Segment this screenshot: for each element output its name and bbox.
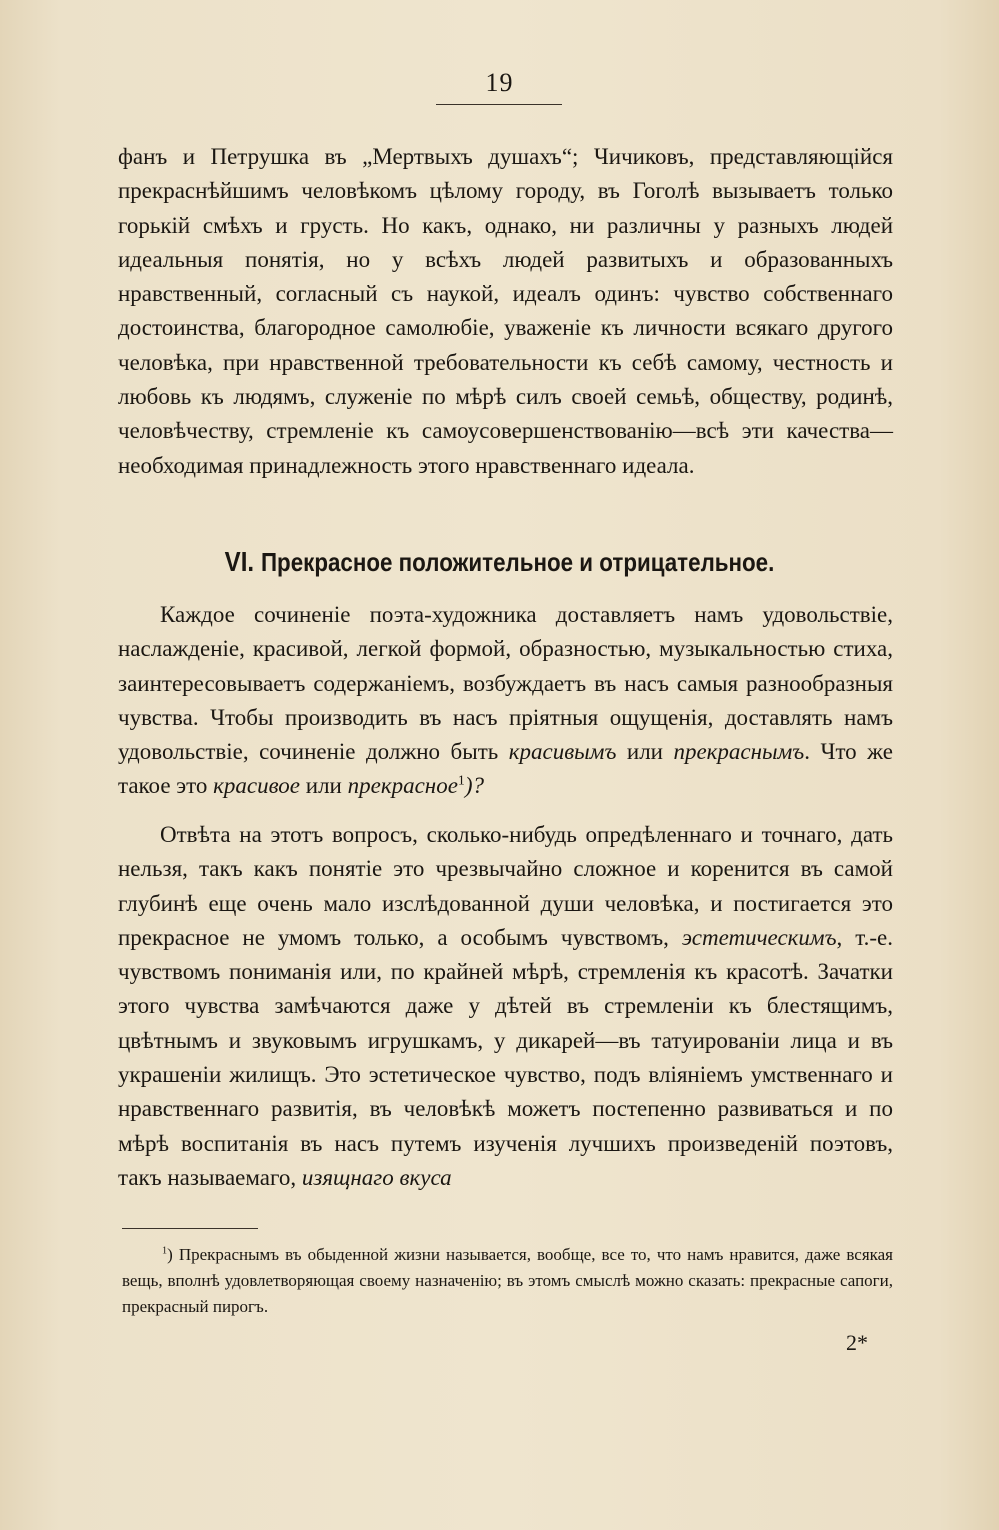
footnote-mark: 1 <box>162 1245 168 1257</box>
paragraph2-text-4: или <box>300 773 348 799</box>
paragraph2-text-1: Каждое сочиненіе поэта-художника доставляетъ намъ удовольствіе, наслажденіе, красивой, легкой формой, образностью, музыкальностью стиха, заинтересовываетъ содержаніемъ, возбуждаетъ въ насъ самыя разнообразныя чувства. Чтобы производить въ насъ пріятныя ощущенія, доставлять намъ удовольствіе, сочиненіе должно быть <box>118 602 893 765</box>
paragraph2-italic-1: красивымъ <box>508 739 617 765</box>
paragraph3-text-2: , т.-е. чувствомъ пониманія или, по крайней мѣрѣ, стремленія къ красотѣ. Зачатки этого чувства замѣчаются даже у дѣтей въ стремленіи къ блестящимъ, цвѣтнымъ и звуковымъ игрушкамъ, у дикарей—въ татуированіи лица и въ украшеніи жилищъ. Это эстетическое чувство, подъ вліяніемъ умственнаго и нравственнаго развитія, въ человѣкѣ можетъ постепенно развиваться и по мѣрѣ воспитанія въ насъ путемъ изученія лучшихъ произведеній поэтовъ, такъ называемаго, <box>118 924 893 1190</box>
paragraph2-text-3: . Что же такое это <box>118 739 893 799</box>
printer-signature-mark: 2* <box>846 1330 868 1355</box>
paragraph-beautiful-question <box>118 598 893 804</box>
page-number: 19 <box>485 68 514 97</box>
footnote-reference: 1 <box>457 772 465 788</box>
section-heading <box>70 546 929 578</box>
paragraph-aesthetic-feeling <box>118 818 893 1195</box>
paragraph3-italic-1: эстетическимъ <box>681 924 837 950</box>
paragraph3-text-1: Отвѣта на этотъ вопросъ, сколько-нибудь опредѣленнаго и точнаго, дать нельзя, такъ какъ понятіе это чрезвычайно сложное и коренится въ самой глубинѣ еще очень мало изслѣдованной души человѣка, и постигается это прекрасное не умомъ только, а особымъ чувствомъ, <box>118 822 893 950</box>
paragraph2-text-2: или <box>616 739 674 765</box>
section-heading-text: Прекрасное положительное и отрицательное. <box>260 547 775 577</box>
paragraph2-italic-2: прекраснымъ <box>673 739 805 765</box>
paragraph2-end: )? <box>464 773 484 799</box>
paragraph2-italic-3: красивое <box>213 773 301 799</box>
footnote <box>122 1242 893 1320</box>
footnote-text: ) Прекраснымъ въ обыденной жизни называется, вообще, все то, что намъ нравится, даже всякая вещь, вполнѣ удовлетворяющая своему назначенію; въ этомъ смыслѣ можно сказать: прекрасные сапоги, прекрасный пирогъ. <box>122 1245 893 1316</box>
footnote-rule <box>122 1228 258 1229</box>
paragraph-continuation: фанъ и Петрушка въ „Мертвыхъ душахъ“; Чичиковъ, представляющійся прекраснѣйшимъ человѣкомъ цѣлому городу, въ Гоголѣ вызываетъ только горькій смѣхъ и грусть. Но какъ, однако, ни различны у разныхъ людей идеальныя понятія, но у всѣхъ людей развитыхъ и образованныхъ нравственный, согласный съ наукой, идеалъ одинъ: чувство собственнаго достоинства, благородное самолюбіе, уваженіе къ личности всякаго другого человѣка, при нравственной требовательности къ себѣ самому, честность и любовь къ людямъ, служеніе по мѣрѣ силъ своей семьѣ, обществу, родинѣ, человѣчеству, стремленіе къ самоусовершенствованію—всѣ эти качества—необходимая принадлежность этого нравственнаго идеала. <box>118 144 893 478</box>
page-number-rule <box>436 104 562 105</box>
section-heading-numeral: VI. <box>224 546 255 577</box>
paragraph2-italic-4: прекрасное <box>347 773 458 799</box>
paragraph3-italic-2: изящнаго вкуса <box>301 1164 452 1190</box>
